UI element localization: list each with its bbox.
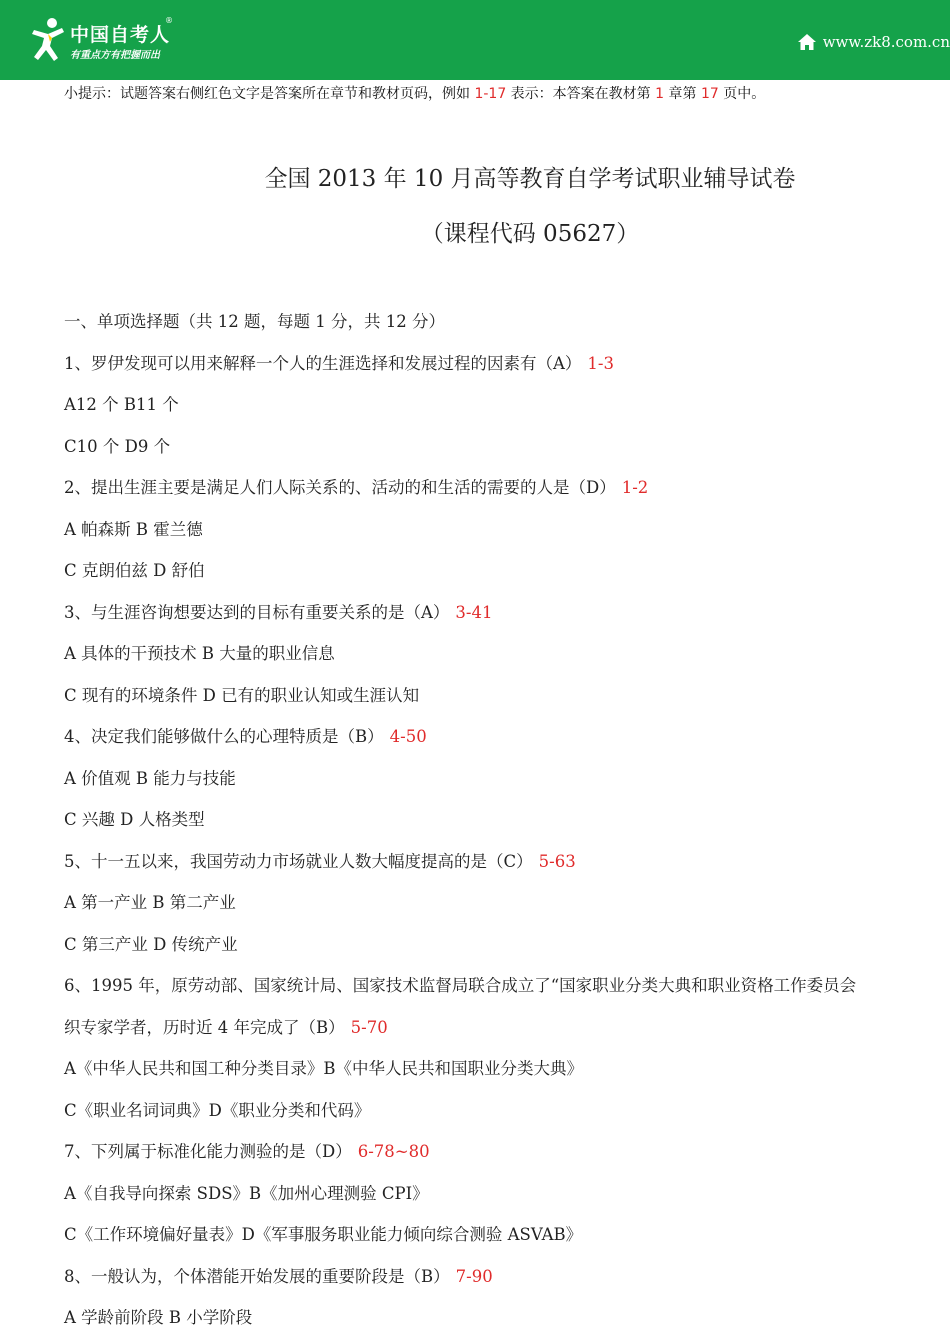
question-text: C10 个 D9 个 xyxy=(64,436,171,456)
question-text: A 具体的干预技术 B 大量的职业信息 xyxy=(64,644,335,663)
question-line xyxy=(64,680,950,722)
question-text: 2、提出生涯主要是满足人们人际关系的、活动的和生活的需要的人是（D） xyxy=(64,478,616,497)
question-line xyxy=(64,1012,950,1054)
question-line xyxy=(64,1095,950,1137)
site-logo[interactable] xyxy=(28,16,188,66)
question-text: C 克朗伯兹 D 舒伯 xyxy=(64,561,205,580)
runner-logo-icon xyxy=(28,16,68,64)
question-line xyxy=(64,1261,950,1303)
question-text: A 第一产业 B 第二产业 xyxy=(64,893,236,912)
question-line xyxy=(64,1053,950,1095)
question-text: A《自我导向探索 SDS》B《加州心理测验 CPI》 xyxy=(64,1183,429,1203)
question-text: 织专家学者，历时近 4 年完成了（B） xyxy=(64,1017,345,1037)
answer-page-ref: 4-50 xyxy=(389,727,427,746)
question-text: C《工作环境偏好量表》D《军事服务职业能力倾向综合测验 ASVAB》 xyxy=(64,1225,583,1244)
answer-page-ref: 1-2 xyxy=(621,478,649,497)
question-line xyxy=(64,348,950,390)
tip-page: 17 xyxy=(700,86,719,102)
question-text: 3、与生涯咨询想要达到的目标有重要关系的是（A） xyxy=(64,602,450,622)
question-line xyxy=(64,763,950,805)
question-text: 4、决定我们能够做什么的心理特质是（B） xyxy=(64,727,384,746)
question-line xyxy=(64,514,950,556)
answer-page-ref: 6-78~80 xyxy=(357,1142,430,1161)
question-text: A 学龄前阶段 B 小学阶段 xyxy=(64,1308,253,1327)
question-line xyxy=(64,929,950,971)
answer-page-ref: 3-41 xyxy=(455,602,493,622)
question-line xyxy=(64,1178,950,1220)
tip-text-1: 小提示：试题答案右侧红色文字是答案所在章节和教材页码，例如 xyxy=(64,86,475,102)
site-header xyxy=(0,0,950,80)
question-text: C《职业名词词典》D《职业分类和代码》 xyxy=(64,1100,371,1120)
site-link[interactable] xyxy=(797,31,950,53)
exam-title: 全国 2013 年 10 月高等教育自学考试职业辅导试卷 xyxy=(264,166,796,192)
exam-content xyxy=(64,306,950,1344)
question-line xyxy=(64,846,950,888)
question-text: C 兴趣 D 人格类型 xyxy=(64,810,205,829)
logo-name: 中国自考人 xyxy=(70,24,171,46)
question-line xyxy=(64,597,950,639)
question-line xyxy=(64,1219,950,1261)
tip-text-3: 章第 xyxy=(664,86,701,102)
question-line xyxy=(64,472,950,514)
question-line xyxy=(64,555,950,597)
question-text: 8、一般认为，个体潜能开始发展的重要阶段是（B） xyxy=(64,1266,450,1286)
answer-page-ref: 5-70 xyxy=(350,1017,388,1037)
question-text: 6、1995 年，原劳动部、国家统计局、国家技术监督局联合成立了“国家职业分类大典和职业资格工作委员会 xyxy=(64,976,857,995)
course-code: （课程代码 05627） xyxy=(420,221,640,247)
tip-chapter: 1 xyxy=(655,86,665,102)
answer-page-ref: 5-63 xyxy=(538,851,576,871)
question-text: C 现有的环境条件 D 已有的职业认知或生涯认知 xyxy=(64,685,420,705)
question-line xyxy=(64,1136,950,1178)
logo-slogan: 有重点方有把握而出 xyxy=(70,50,160,61)
tip-text-2: 表示：本答案在教材第 xyxy=(506,86,656,102)
tip-text-4: 页中。 xyxy=(718,86,766,102)
home-icon xyxy=(797,32,817,52)
question-list xyxy=(64,348,950,1344)
question-line xyxy=(64,1302,950,1344)
question-line xyxy=(64,721,950,763)
answer-tip xyxy=(64,84,765,104)
question-text: A 帕森斯 B 霍兰德 xyxy=(64,519,203,539)
question-text: A 价值观 B 能力与技能 xyxy=(64,768,236,788)
question-line xyxy=(64,638,950,680)
question-text: A12 个 B11 个 xyxy=(64,395,179,414)
question-text: 5、十一五以来，我国劳动力市场就业人数大幅度提高的是（C） xyxy=(64,851,533,871)
logo-registered-mark: ® xyxy=(165,16,173,25)
question-text: C 第三产业 D 传统产业 xyxy=(64,934,238,954)
question-text: 7、下列属于标准化能力测验的是（D） xyxy=(64,1142,352,1161)
question-text: 1、罗伊发现可以用来解释一个人的生涯选择和发展过程的因素有（A） xyxy=(64,353,582,373)
tip-example-ref: 1-17 xyxy=(474,86,507,102)
question-line xyxy=(64,887,950,929)
answer-page-ref: 7-90 xyxy=(455,1266,493,1286)
section-heading: 一、单项选择题（共 12 题，每题 1 分，共 12 分） xyxy=(64,312,445,331)
question-text: A《中华人民共和国工种分类目录》B《中华人民共和国职业分类大典》 xyxy=(64,1059,584,1078)
question-line xyxy=(64,431,950,473)
site-url: www.zk8.com.cn xyxy=(822,33,950,51)
answer-page-ref: 1-3 xyxy=(587,353,614,373)
question-line xyxy=(64,970,950,1012)
question-line xyxy=(64,804,950,846)
question-line xyxy=(64,389,950,431)
